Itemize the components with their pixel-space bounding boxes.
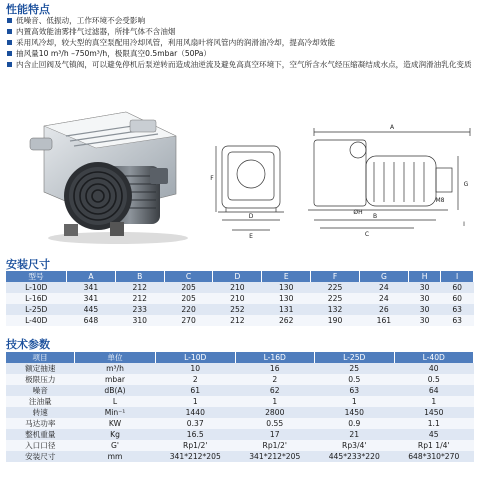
table-cell: Rp1/2': [235, 440, 315, 451]
table-row: [6, 396, 474, 407]
table-row: [6, 374, 474, 385]
table-cell: 212: [115, 282, 164, 293]
feature-item: 抽风量10 m³/h –750m³/h，极限真空0.5mbar（50Pa）: [6, 48, 478, 59]
table-cell: 252: [213, 304, 262, 315]
table-cell: 648: [67, 315, 116, 326]
dim-label-h: ØH: [353, 209, 363, 216]
table-cell: 225: [311, 293, 360, 304]
dim-label-g: G: [463, 181, 469, 188]
table-cell: Min⁻¹: [75, 407, 156, 418]
table-cell: 648*310*270: [394, 451, 474, 462]
table-row: [6, 304, 474, 315]
bullet-square-icon: [7, 40, 12, 45]
table-cell: 63: [441, 315, 474, 326]
table-cell: 132: [311, 304, 360, 315]
table-cell: dB(A): [75, 385, 156, 396]
table-cell: 10: [156, 363, 236, 374]
table-cell: mm: [75, 451, 156, 462]
table-cell: 212: [115, 293, 164, 304]
table-cell: 341*212*205: [156, 451, 236, 462]
table-cell: 注油量: [6, 396, 75, 407]
dim-label-d: D: [248, 213, 254, 220]
table-cell: 2: [235, 374, 315, 385]
table-cell: 2: [156, 374, 236, 385]
table-cell: 0.5: [315, 374, 395, 385]
table-cell: m³/h: [75, 363, 156, 374]
table-cell: 24: [359, 282, 408, 293]
table-cell: 入口口径: [6, 440, 75, 451]
dim-label-i: I: [463, 221, 465, 228]
table-row: [6, 429, 474, 440]
feature-item: 内含止回阀及气镇阀，可以避免停机后泵逆转而造成油逆流及避免高真空环境下，空气所含水气经压缩凝结成水点，造成润滑油乳化变质: [6, 59, 478, 70]
table-cell: KW: [75, 418, 156, 429]
table-cell: 45: [394, 429, 474, 440]
table-cell: 212: [213, 315, 262, 326]
table-cell: 210: [213, 293, 262, 304]
dimensions-title: 安装尺寸: [6, 258, 50, 271]
table-cell: 63: [441, 304, 474, 315]
table-cell: 1.1: [394, 418, 474, 429]
table-cell: G': [75, 440, 156, 451]
dimension-drawing: [208, 116, 478, 246]
vacuum-pump-photo: [26, 106, 196, 248]
header-cell: L-16D: [235, 352, 315, 363]
table-header-row: [6, 352, 474, 363]
table-cell: 161: [359, 315, 408, 326]
table-row: [6, 363, 474, 374]
table-cell: 30: [408, 293, 441, 304]
table-cell: 30: [408, 304, 441, 315]
feature-item: 低噪音、低振动，工作环境不会受影响: [6, 15, 478, 26]
table-cell: 30: [408, 282, 441, 293]
header-cell: H: [408, 271, 441, 282]
bullet-square-icon: [7, 51, 12, 56]
table-cell: 60: [441, 282, 474, 293]
table-cell: 2800: [235, 407, 315, 418]
table-cell: 205: [164, 282, 213, 293]
table-cell: 21: [315, 429, 395, 440]
header-cell: 型号: [6, 271, 67, 282]
dim-label-e: E: [249, 233, 253, 240]
table-cell: 341*212*205: [235, 451, 315, 462]
table-cell: 130: [262, 282, 311, 293]
header-cell: C: [164, 271, 213, 282]
feature-item: 采用风冷却，较大型的真空泵配用冷却风管，利用风扇叶将风管内的润滑油冷却，提高冷却效能: [6, 37, 478, 48]
table-cell: 1450: [315, 407, 395, 418]
bullet-square-icon: [7, 62, 12, 67]
dim-label-m8: M8: [435, 197, 445, 204]
table-cell: 341: [67, 293, 116, 304]
table-cell: 210: [213, 282, 262, 293]
table-cell: 整机重量: [6, 429, 75, 440]
table-cell: 130: [262, 293, 311, 304]
header-cell: L-10D: [156, 352, 236, 363]
dimensions-table: [6, 271, 474, 326]
header-cell: 项目: [6, 352, 75, 363]
header-cell: F: [311, 271, 360, 282]
dim-label-b: B: [372, 213, 378, 220]
table-cell: Rp1 1/4': [394, 440, 474, 451]
table-cell: 1: [235, 396, 315, 407]
table-cell: 安装尺寸: [6, 451, 75, 462]
header-cell: I: [441, 271, 474, 282]
table-cell: 1: [315, 396, 395, 407]
table-cell: 445: [67, 304, 116, 315]
table-cell: 445*233*220: [315, 451, 395, 462]
table-cell: 0.55: [235, 418, 315, 429]
table-cell: 62: [235, 385, 315, 396]
table-cell: 1: [394, 396, 474, 407]
table-cell: L-16D: [6, 293, 67, 304]
table-cell: 26: [359, 304, 408, 315]
table-row: [6, 451, 474, 462]
table-cell: 225: [311, 282, 360, 293]
table-cell: 190: [311, 315, 360, 326]
table-cell: 0.37: [156, 418, 236, 429]
table-cell: 转速: [6, 407, 75, 418]
header-cell: G: [359, 271, 408, 282]
table-cell: 220: [164, 304, 213, 315]
table-cell: 16: [235, 363, 315, 374]
table-cell: 205: [164, 293, 213, 304]
tech-params-table: [6, 352, 474, 462]
table-cell: 0.5: [394, 374, 474, 385]
table-cell: 0.9: [315, 418, 395, 429]
table-cell: 极限压力: [6, 374, 75, 385]
table-cell: Rp3/4': [315, 440, 395, 451]
bullet-square-icon: [7, 18, 12, 23]
table-cell: 24: [359, 293, 408, 304]
table-cell: L-25D: [6, 304, 67, 315]
table-cell: 131: [262, 304, 311, 315]
table-cell: 341: [67, 282, 116, 293]
table-cell: 30: [408, 315, 441, 326]
table-row: [6, 418, 474, 429]
header-cell: L-25D: [315, 352, 395, 363]
table-cell: 17: [235, 429, 315, 440]
table-header-row: [6, 271, 474, 282]
table-cell: 64: [394, 385, 474, 396]
dim-label-f: F: [210, 175, 214, 182]
header-cell: 单位: [75, 352, 156, 363]
header-cell: A: [67, 271, 116, 282]
table-cell: mbar: [75, 374, 156, 385]
table-cell: 310: [115, 315, 164, 326]
table-cell: 1: [156, 396, 236, 407]
table-row: [6, 293, 474, 304]
header-cell: B: [115, 271, 164, 282]
table-row: [6, 282, 474, 293]
table-cell: 60: [441, 293, 474, 304]
table-cell: Kg: [75, 429, 156, 440]
dim-label-c: C: [364, 231, 370, 238]
table-cell: L: [75, 396, 156, 407]
table-row: [6, 385, 474, 396]
table-row: [6, 440, 474, 451]
table-cell: 马达功率: [6, 418, 75, 429]
feature-item: 内置高效能油雾排气过滤器，所排气体不含油烟: [6, 26, 478, 37]
header-cell: E: [262, 271, 311, 282]
header-cell: L-40D: [394, 352, 474, 363]
table-row: [6, 315, 474, 326]
table-cell: 25: [315, 363, 395, 374]
table-cell: L-40D: [6, 315, 67, 326]
table-cell: 270: [164, 315, 213, 326]
features-title: 性能特点: [6, 3, 50, 16]
table-cell: 40: [394, 363, 474, 374]
table-cell: 61: [156, 385, 236, 396]
table-cell: 16.5: [156, 429, 236, 440]
table-cell: L-10D: [6, 282, 67, 293]
tech-params-title: 技术参数: [6, 338, 50, 351]
table-cell: 1440: [156, 407, 236, 418]
bullet-square-icon: [7, 29, 12, 34]
table-cell: 262: [262, 315, 311, 326]
dim-label-a: A: [389, 124, 395, 131]
table-cell: 额定抽速: [6, 363, 75, 374]
table-cell: 1450: [394, 407, 474, 418]
table-cell: Rp1/2': [156, 440, 236, 451]
table-row: [6, 407, 474, 418]
header-cell: D: [213, 271, 262, 282]
table-cell: 233: [115, 304, 164, 315]
table-cell: 噪音: [6, 385, 75, 396]
features-list: [6, 15, 478, 70]
table-cell: 63: [315, 385, 395, 396]
